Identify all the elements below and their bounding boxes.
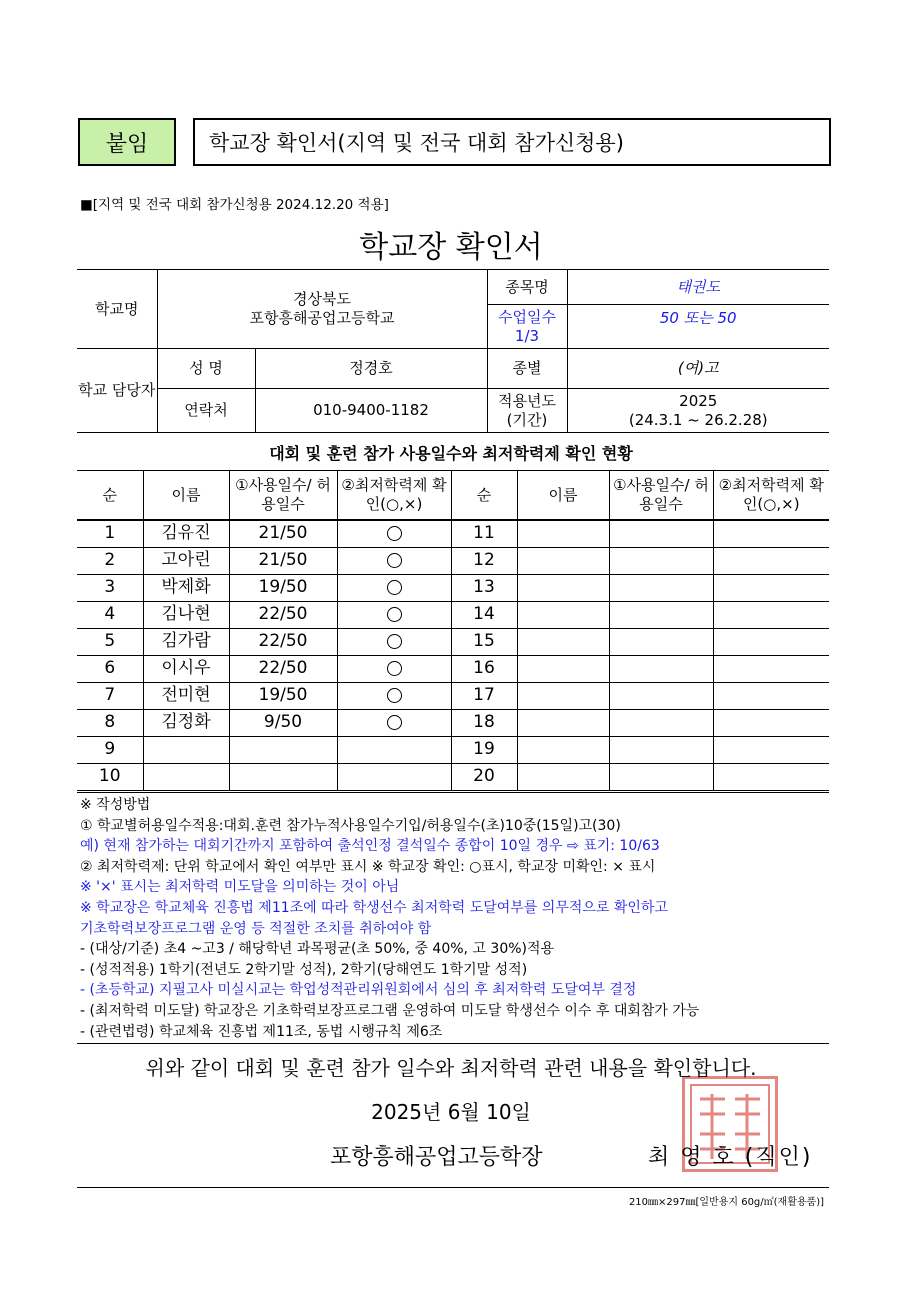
note-line: ※ 학교장은 학교체육 진흥법 제11조에 따라 학생선수 최저학력 도달여부를 의무적으로 확인하고: [80, 899, 668, 916]
row-days: [229, 737, 337, 764]
note-line: - (관련법령) 학교체육 진흥법 제11조, 동법 시행규칙 제6조: [80, 1023, 443, 1040]
roster-header-row: [77, 471, 829, 521]
row-grade-2: [713, 737, 829, 764]
row-num-2: 17: [451, 683, 517, 710]
row-days-2: [609, 737, 713, 764]
row-num-2: 14: [451, 602, 517, 629]
note-line: - (성적적용) 1학기(전년도 2학기말 성적), 2학기(당해연도 1학기말 성적): [80, 961, 528, 978]
row-days-2: [609, 548, 713, 575]
note-line: - (초등학교) 지필고사 미실시교는 학업성적관리위원회에서 심의 후 최저학력 도달여부 결정: [80, 982, 637, 999]
note-line: ※ '×' 표시는 최저학력 미도달을 의미하는 것이 아님: [80, 879, 400, 896]
header-days: ①사용일수/ 허용일수: [229, 471, 337, 521]
row-name-2: [517, 737, 609, 764]
gender-value: (여)고: [567, 349, 829, 389]
table-row: [77, 602, 829, 629]
row-days: 21/50: [229, 548, 337, 575]
row-days-2: [609, 764, 713, 791]
row-name: 박제화: [143, 575, 229, 602]
row-num: 2: [77, 548, 143, 575]
issue-date: 2025년 6월 10일: [371, 1100, 531, 1124]
apply-note: ■[지역 및 전국 대회 참가신청용 2024.12.20 적용]: [80, 197, 389, 213]
circle-mark-icon: [387, 661, 402, 676]
gender-label: 종별: [487, 349, 567, 389]
name-label: 성 명: [157, 349, 255, 389]
row-days: 22/50: [229, 629, 337, 656]
row-name: 고아린: [143, 548, 229, 575]
circle-mark-icon: [387, 715, 402, 730]
row-num: 6: [77, 656, 143, 683]
row-grade-2: [713, 602, 829, 629]
row-name: 김정화: [143, 710, 229, 737]
row-grade: [337, 710, 451, 737]
year-value: 2025: [679, 391, 718, 410]
row-days-2: [609, 575, 713, 602]
row-days: [229, 764, 337, 791]
table-row: [77, 575, 829, 602]
row-num: 1: [77, 520, 143, 548]
row-name: [143, 764, 229, 791]
row-name-2: [517, 548, 609, 575]
table-row: [77, 710, 829, 737]
circle-mark-icon: [387, 607, 402, 622]
row-grade-2: [713, 683, 829, 710]
row-grade: [337, 575, 451, 602]
row-name-2: [517, 764, 609, 791]
year-period: (24.3.1 ~ 26.2.28): [628, 410, 768, 429]
note-line: - (최저학력 미도달) 학교장은 기초학력보장프로그램 운영하여 미도달 학생선수 이수 후 대회참가 가능: [80, 1002, 700, 1019]
row-grade-2: [713, 548, 829, 575]
row-name-2: [517, 629, 609, 656]
school-cell: [157, 270, 487, 349]
circle-mark-icon: [387, 634, 402, 649]
divider-line: [77, 1043, 829, 1044]
row-num-2: 15: [451, 629, 517, 656]
row-name: 이시우: [143, 656, 229, 683]
manager-label: 학교 담당자: [77, 349, 157, 433]
row-name: 전미현: [143, 683, 229, 710]
row-num-2: 12: [451, 548, 517, 575]
school-name: 포항흥해공업고등학교: [249, 309, 395, 327]
school-region: 경상북도: [293, 290, 351, 309]
row-grade: [337, 764, 451, 791]
row-days-2: [609, 656, 713, 683]
row-num-2: 16: [451, 656, 517, 683]
row-num-2: 13: [451, 575, 517, 602]
header-name-2: 이름: [517, 471, 609, 521]
table-row: [77, 520, 829, 548]
row-days-2: [609, 520, 713, 548]
row-grade: [337, 629, 451, 656]
row-grade: [337, 548, 451, 575]
row-grade: [337, 656, 451, 683]
confirm-statement: 위와 같이 대회 및 훈련 참가 일수와 최저학력 관련 내용을 확인합니다.: [145, 1056, 757, 1080]
table-row: [77, 683, 829, 710]
row-num-2: 11: [451, 520, 517, 548]
row-name: 김가람: [143, 629, 229, 656]
note-line: ※ 작성방법: [80, 797, 151, 813]
row-grade: [337, 602, 451, 629]
row-num: 4: [77, 602, 143, 629]
signer-school: 포항흥해공업고등학장: [330, 1145, 543, 1170]
header-grade: ②최저학력제 확인(○,×): [337, 471, 451, 521]
sport-value: 태권도: [567, 270, 829, 305]
row-grade: [337, 683, 451, 710]
contact-value: 010-9400-1182: [255, 389, 487, 433]
row-days: 9/50: [229, 710, 337, 737]
note-line: - (대상/기준) 초4 ~고3 / 해당학년 과목평균(초 50%, 중 40%, 고 30%)적용: [80, 941, 555, 958]
info-table: [77, 269, 829, 433]
title-box: 학교장 확인서(지역 및 전국 대회 참가신청용): [193, 118, 831, 166]
writing-notes: [80, 795, 840, 1042]
row-grade-2: [713, 520, 829, 548]
row-name-2: [517, 575, 609, 602]
roster-body: [77, 520, 829, 791]
row-grade-2: [713, 575, 829, 602]
row-days-2: [609, 683, 713, 710]
row-num: 9: [77, 737, 143, 764]
row-num-2: 19: [451, 737, 517, 764]
row-name-2: [517, 520, 609, 548]
divider-line: [77, 792, 829, 793]
school-label: 학교명: [77, 270, 157, 349]
name-value: 정경호: [255, 349, 487, 389]
sport-label: 종목명: [487, 270, 567, 305]
row-name-2: [517, 656, 609, 683]
circle-mark-icon: [387, 553, 402, 568]
note-line: ① 학교별허용일수적용:대회.훈련 참가누적사용일수기입/허용일수(초)10중(15일)고(30): [80, 817, 621, 834]
row-grade-2: [713, 656, 829, 683]
attachment-tag: 붙임: [78, 118, 176, 166]
document-title: 학교장 확인서: [359, 230, 543, 265]
row-days: 22/50: [229, 602, 337, 629]
row-num: 7: [77, 683, 143, 710]
row-num-2: 20: [451, 764, 517, 791]
row-days: 21/50: [229, 520, 337, 548]
roster-table: [77, 470, 829, 791]
principal-name: 최 영 호 (직인): [648, 1145, 813, 1170]
contact-label: 연락처: [157, 389, 255, 433]
row-grade: [337, 520, 451, 548]
row-name: 김나현: [143, 602, 229, 629]
divider-line: [77, 1187, 829, 1188]
table-row: [77, 656, 829, 683]
table-row: [77, 764, 829, 791]
table-row: [77, 737, 829, 764]
note-line: 기초학력보장프로그램 운영 등 적절한 조치를 취하여야 함: [80, 920, 432, 937]
section-title: 대회 및 훈련 참가 사용일수와 최저학력제 확인 현황: [269, 444, 633, 463]
paper-footer: 210㎜×297㎜[일반용지 60g/㎡(재활용품)]: [628, 1197, 824, 1208]
row-num: 10: [77, 764, 143, 791]
table-row: [77, 629, 829, 656]
circle-mark-icon: [387, 526, 402, 541]
note-line: 예) 현재 참가하는 대회기간까지 포함하여 출석인정 결석일수 종합이 10일 경우 ⇨ 표기: 10/63: [80, 838, 660, 855]
header-num: 순: [77, 471, 143, 521]
header-name: 이름: [143, 471, 229, 521]
row-name: [143, 737, 229, 764]
row-num: 3: [77, 575, 143, 602]
table-row: [77, 548, 829, 575]
days-label: 수업일수 1/3: [487, 305, 567, 349]
circle-mark-icon: [387, 688, 402, 703]
row-days: 19/50: [229, 683, 337, 710]
header-days-2: ①사용일수/ 허용일수: [609, 471, 713, 521]
days-value: 50 또는 50: [567, 305, 829, 349]
row-days-2: [609, 710, 713, 737]
row-name-2: [517, 710, 609, 737]
row-days-2: [609, 629, 713, 656]
row-grade-2: [713, 710, 829, 737]
row-num-2: 18: [451, 710, 517, 737]
note-line: ② 최저학력제: 단위 학교에서 확인 여부만 표시 ※ 학교장 확인: ○표시, 학교장 미확인: × 표시: [80, 858, 656, 875]
row-name-2: [517, 683, 609, 710]
row-name-2: [517, 602, 609, 629]
row-grade: [337, 737, 451, 764]
row-days: 19/50: [229, 575, 337, 602]
row-grade-2: [713, 764, 829, 791]
row-grade-2: [713, 629, 829, 656]
row-num: 8: [77, 710, 143, 737]
row-days-2: [609, 602, 713, 629]
year-cell: [567, 389, 829, 433]
circle-mark-icon: [387, 580, 402, 595]
header-grade-2: ②최저학력제 확인(○,×): [713, 471, 829, 521]
year-label: 적용년도 (기간): [487, 389, 567, 433]
row-num: 5: [77, 629, 143, 656]
row-name: 김유진: [143, 520, 229, 548]
header-num-2: 순: [451, 471, 517, 521]
row-days: 22/50: [229, 656, 337, 683]
